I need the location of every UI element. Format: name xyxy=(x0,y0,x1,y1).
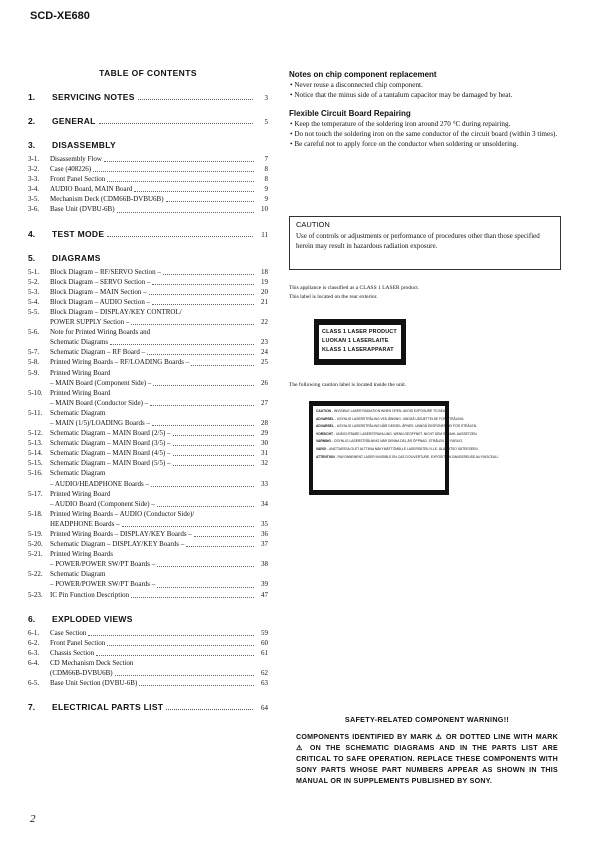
toc-entry-page: 27 xyxy=(261,398,268,407)
caution-label-text: - OSYNLIG LASERSTRÅLNING NÄR DENNA DEL ÄR ÖPPNAD. STRÅLEN ÄR FARLIG. xyxy=(331,439,463,444)
flex-note: • Keep the temperature of the soldering iron around 270 °C during repairing. xyxy=(290,120,511,128)
toc-section-heading xyxy=(28,702,268,712)
caution-label-head: VARO! xyxy=(316,446,327,451)
toc-entry xyxy=(28,579,268,589)
toc-entry-page: 20 xyxy=(261,287,268,296)
toc-entry-number: 5-8. xyxy=(28,358,40,367)
toc-entry-page: 26 xyxy=(261,378,268,387)
toc-section-number: 3. xyxy=(28,140,36,150)
toc-entry xyxy=(28,678,268,688)
toc-entry xyxy=(28,204,268,214)
toc-entry-number: 5-23. xyxy=(28,590,43,599)
toc-entry xyxy=(28,569,268,579)
caution-label-head: ADVARSEL xyxy=(316,424,334,429)
toc-entry-page: 23 xyxy=(261,338,268,347)
toc-entry xyxy=(28,468,268,478)
toc-entry-number: 5-10. xyxy=(28,388,43,397)
notes-column xyxy=(289,70,563,149)
toc-entry xyxy=(28,428,268,438)
toc-entry-label: Printed Wiring Board xyxy=(50,489,111,498)
toc-entry xyxy=(28,357,268,367)
toc-entry-label: Note for Printed Wiring Boards and xyxy=(50,328,151,337)
toc-section-label: EXPLODED VIEWS xyxy=(52,613,133,624)
caution-label-line xyxy=(316,423,478,431)
toc-entry xyxy=(28,347,268,357)
toc-entry xyxy=(28,489,268,499)
caution-label-text: - AVATTAESSA OLET ALTTIINA NÄKYMÄTTÖMÄLLE LASERSÄTEILYLLE. ÄLÄ KATSO SÄTEESEEN. xyxy=(327,446,479,451)
toc-entry-number: 5-19. xyxy=(28,530,43,538)
toc-entry-label: Printed Wiring Board xyxy=(50,368,111,377)
caution-label-text: - UNSICHTBARE LASERSTRAHLUNG, WENN GEÖFFNET. NICHT DEM STRAHL AUSSETZEN. xyxy=(333,431,478,436)
toc-entry-label: Chassis Section xyxy=(50,648,95,657)
toc-section-number: 7. xyxy=(28,702,36,713)
toc-entry-page: 10 xyxy=(261,205,268,214)
toc-entry xyxy=(28,174,268,184)
toc-entry-label: Base Unit (DVBU-6B) xyxy=(50,205,115,214)
toc-entry-label: – MAIN Board (Conductor Side) – xyxy=(50,398,149,407)
toc-entry-page: 9 xyxy=(264,195,268,204)
toc-entry xyxy=(28,164,268,174)
toc-entry-label: – AUDIO/HEADPHONE Boards – xyxy=(50,479,149,488)
toc-section-page: 3 xyxy=(264,94,268,102)
toc-entry-page: 18 xyxy=(261,267,268,276)
toc-entry-label: – MAIN Board (Component Side) – xyxy=(50,378,152,387)
toc-entry-number: 5-1. xyxy=(28,267,40,276)
caution-label-line xyxy=(316,416,465,424)
toc-entry-page: 8 xyxy=(264,165,268,174)
toc-entry-number: 5-6. xyxy=(28,328,40,337)
toc-entry-number: 3-3. xyxy=(28,175,40,184)
toc-entry-page: 33 xyxy=(261,479,268,488)
toc-entry xyxy=(28,408,268,418)
toc-section-heading xyxy=(28,253,268,263)
laser-class-note xyxy=(289,284,489,302)
toc-entry-label: Block Diagram – AUDIO Section – xyxy=(50,297,151,306)
toc-entry-page: 7 xyxy=(264,155,268,163)
toc-entry xyxy=(28,368,268,378)
toc-entry-number: 3-1. xyxy=(28,155,40,163)
toc-entry-number: 5-17. xyxy=(28,489,43,498)
toc-entry-number: 6-1. xyxy=(28,628,40,637)
toc-entry-page: 35 xyxy=(261,519,268,528)
toc-section-label: TEST MODE xyxy=(52,228,105,239)
toc-entry-number: 5-7. xyxy=(28,348,40,357)
toc-entry-label: Schematic Diagram – RF Board – xyxy=(50,348,146,357)
toc-entry-page: 22 xyxy=(261,318,268,327)
toc-entry-number: 5-5. xyxy=(28,307,40,316)
toc-entry-number: 5-4. xyxy=(28,297,40,306)
toc-entry-number: 5-11. xyxy=(28,408,43,417)
toc-section-label: DISASSEMBLY xyxy=(52,140,116,150)
toc-entry xyxy=(28,327,268,337)
toc-entry-label: Block Diagram – DISPLAY/KEY CONTROL/ xyxy=(50,307,182,316)
toc-entry-label: Front Panel Section xyxy=(50,175,106,184)
toc-entry-label: Schematic Diagram – MAIN Board (5/5) – xyxy=(50,459,171,468)
toc-entry-page: 63 xyxy=(261,679,268,688)
toc-entry xyxy=(28,194,268,204)
toc-entry xyxy=(28,509,268,519)
toc-entry-label: – MAIN (1/5)/LOADING Boards – xyxy=(50,418,150,427)
toc-entry-number: 3-4. xyxy=(28,185,40,194)
toc-section-label: GENERAL xyxy=(52,116,96,126)
caution-label-line xyxy=(316,446,479,454)
toc-entry xyxy=(28,549,268,559)
toc-entry-number: 3-6. xyxy=(28,205,40,214)
toc-entry-page: 62 xyxy=(261,669,268,678)
toc-entry xyxy=(28,529,268,539)
laser-label-line: KLASS 1 LASERAPPARAT xyxy=(322,347,394,353)
toc-entry xyxy=(28,499,268,509)
toc-entry-page: 9 xyxy=(264,185,268,194)
toc-entry xyxy=(28,297,268,307)
toc-entry-label: (CDM66B-DVBU6B) xyxy=(50,669,113,678)
chip-note: • Never reuse a disconnected chip component. xyxy=(290,81,423,89)
toc-section-page: 11 xyxy=(261,230,268,239)
toc-entry-page: 59 xyxy=(261,628,268,637)
toc-entry-label: Disassembly Flow xyxy=(50,155,102,163)
caution-label-head: VORSICHT xyxy=(316,431,334,436)
toc-entry-number: 5-13. xyxy=(28,439,43,448)
toc-entry-label: Schematic Diagram xyxy=(50,469,106,478)
table-of-contents xyxy=(28,68,268,712)
safety-text: COMPONENTS IDENTIFIED BY MARK ⚠ OR DOTTED LINE WITH MARK ⚠ ON THE SCHEMATIC DIAGRAMS AND IN THE PARTS LIST ARE CRITICAL TO SAFE OPERATION. REPLACE THESE COMPONENTS WITH SONY PARTS WHOSE PART NUMBERS APPEAR AS SHOWN IN THIS MANUAL OR IN SUPPLEMENTS PUBLISHED BY SONY. xyxy=(296,733,558,785)
chip-notes-title: Notes on chip component replacement xyxy=(289,70,437,79)
toc-entry-number: 5-16. xyxy=(28,469,43,478)
caution-label-line xyxy=(316,438,463,446)
toc-entry-label: Block Diagram – SERVO Section – xyxy=(50,277,151,286)
toc-entry-number: 6-5. xyxy=(28,679,40,688)
toc-entry-page: 25 xyxy=(261,358,268,367)
caution-label-text: - INVISIBLE LASER RADIATION WHEN OPEN. AVOID EXPOSURE TO BEAM. xyxy=(331,409,449,413)
toc-entry xyxy=(28,418,268,428)
toc-entry-label: Case (408226) xyxy=(50,165,92,174)
toc-entry-label: Printed Wiring Boards – DISPLAY/KEY Boards – xyxy=(50,530,192,538)
toc-entry xyxy=(28,658,268,668)
toc-section-heading xyxy=(28,92,268,102)
caution-label-head: CAUTION xyxy=(316,409,332,413)
safety-warning xyxy=(296,715,558,787)
toc-section-number: 1. xyxy=(28,92,36,102)
toc-entry-label: Front Panel Section xyxy=(50,638,106,647)
flex-note: • Be careful not to apply force on the conductor when soldering or unsoldering. xyxy=(290,140,519,148)
toc-entry-label: Schematic Diagram – MAIN Board (2/5) – xyxy=(50,429,171,438)
toc-entry-label: Block Diagram – RF/SERVO Section – xyxy=(50,267,161,276)
caution-title: CAUTION xyxy=(296,220,330,229)
toc-section-label: SERVICING NOTES xyxy=(52,92,135,102)
toc-section-number: 5. xyxy=(28,252,36,263)
toc-section-number: 4. xyxy=(28,228,36,239)
toc-entry-page: 36 xyxy=(261,530,268,538)
toc-entry-page: 28 xyxy=(261,418,268,427)
toc-entry-number: 5-14. xyxy=(28,449,43,458)
toc-section-heading xyxy=(28,614,268,624)
toc-entry-label: CD Mechanism Deck Section xyxy=(50,658,134,667)
toc-entry-label: Base Unit Section (DVBU-6B) xyxy=(50,679,138,688)
toc-entry-page: 60 xyxy=(261,638,268,647)
toc-entry-label: HEADPHONE Boards – xyxy=(50,519,120,528)
toc-entry-label: Schematic Diagrams xyxy=(50,338,109,347)
toc-entry xyxy=(28,398,268,408)
toc-entry-label: Schematic Diagram – MAIN Board (4/5) – xyxy=(50,449,171,458)
toc-section-label: DIAGRAMS xyxy=(52,252,101,263)
caution-label-head: VARNING xyxy=(316,439,331,444)
toc-entry-number: 5-9. xyxy=(28,368,40,377)
toc-entry-number: 5-2. xyxy=(28,277,40,286)
caution-label-note: The following caution label is located inside the unit. xyxy=(289,382,407,388)
toc-entry-number: 5-20. xyxy=(28,540,43,549)
toc-section-number: 6. xyxy=(28,613,36,624)
toc-entry xyxy=(28,559,268,569)
toc-section-heading xyxy=(28,140,268,150)
toc-entry-page: 19 xyxy=(261,277,268,286)
laser-class-label xyxy=(314,319,406,365)
toc-entry xyxy=(28,590,268,600)
toc-entry xyxy=(28,438,268,448)
toc-entry xyxy=(28,638,268,648)
safety-title: SAFETY-RELATED COMPONENT WARNING!! xyxy=(344,715,510,724)
toc-title: TABLE OF CONTENTS xyxy=(99,68,197,78)
toc-entry-label: Case Section xyxy=(50,628,87,637)
toc-entry-page: 21 xyxy=(261,297,268,306)
toc-entry xyxy=(28,648,268,658)
toc-entry-number: 6-3. xyxy=(28,648,40,657)
toc-entry xyxy=(28,479,268,489)
toc-entry-page: 47 xyxy=(261,590,268,599)
toc-entry-label: AUDIO Board, MAIN Board xyxy=(50,185,133,194)
chip-note: • Notice that the minus side of a tantalum capacitor may be damaged by heat. xyxy=(290,91,513,99)
toc-section-label: ELECTRICAL PARTS LIST xyxy=(52,702,164,713)
toc-entry-number: 5-12. xyxy=(28,429,43,438)
toc-entry-page: 32 xyxy=(261,459,268,468)
model-title: SCD-XE680 xyxy=(30,10,90,22)
caution-label-head: ATTENTION xyxy=(316,454,335,459)
toc-entry-number: 5-15. xyxy=(28,459,43,468)
flex-note: • Do not touch the soldering iron on the same conductor of the circuit board (within 3 times). xyxy=(290,130,558,138)
toc-entry-number: 3-5. xyxy=(28,195,40,204)
toc-entry-label: Mechanism Deck (CDM66B-DVBU6B) xyxy=(50,195,164,204)
toc-entry-page: 8 xyxy=(264,175,268,184)
toc-entry-page: 29 xyxy=(261,429,268,438)
caution-label-line xyxy=(316,431,478,439)
toc-entry-label: Schematic Diagram xyxy=(50,570,106,579)
toc-entry xyxy=(28,154,268,164)
toc-entry-page: 30 xyxy=(261,439,268,448)
laser-label-line: CLASS 1 LASER PRODUCT xyxy=(322,329,397,335)
laser-class-text: This appliance is classified as a CLASS 1 LASER product. xyxy=(289,285,420,291)
toc-entry xyxy=(28,539,268,549)
page-number: 2 xyxy=(30,813,36,825)
toc-entry-number: 6-4. xyxy=(28,658,40,667)
toc-entry xyxy=(28,388,268,398)
toc-section-number: 2. xyxy=(28,116,36,126)
toc-entry-label: – AUDIO Board (Component Side) – xyxy=(50,499,155,508)
toc-entry-label: Schematic Diagram – MAIN Board (3/5) – xyxy=(50,439,171,448)
toc-entry-page: 37 xyxy=(261,540,268,549)
caution-label-text: - USYNLIG LASERSTRÅLING NÅR DEKSEL ÅPNES. UNNGÅ EKSPONERING FOR STRÅLEN. xyxy=(334,424,478,429)
laser-label-line: LUOKAN 1 LASERLAITE xyxy=(322,338,389,344)
toc-entry-number: 5-3. xyxy=(28,287,40,296)
toc-entry-label: Printed Wiring Board xyxy=(50,388,111,397)
toc-entry-number: 3-2. xyxy=(28,165,40,174)
toc-entry-page: 34 xyxy=(261,499,268,508)
toc-entry-label: POWER SUPPLY Section – xyxy=(50,318,130,327)
toc-entry-label: Schematic Diagram – DISPLAY/KEY Boards – xyxy=(50,540,185,549)
toc-section-heading xyxy=(28,229,268,239)
toc-entry xyxy=(28,307,268,317)
caution-text: Use of controls or adjustments or performance of procedures other than those specified herein may result in hazardous radiation exposure. xyxy=(296,232,540,250)
laser-location-text: This label is located on the rear exterior. xyxy=(289,294,378,300)
toc-entry-page: 24 xyxy=(261,348,268,357)
caution-label-text: - USYNLIG LASERSTRÅLING VED ÅBNING. UNDGÅ UDSÆTTELSE FOR STRÅLING. xyxy=(334,416,465,421)
caution-box xyxy=(289,216,561,270)
caution-label-text: - RAYONNEMENT LASER INVISIBLE EN CAS D'OUVERTURE. EXPOSITION DANGEREUSE AU FAISCEAU. xyxy=(335,454,499,459)
toc-entry-label: – POWER/POWER SW/PT Boards – xyxy=(50,560,156,569)
caution-warning-label xyxy=(309,401,499,495)
toc-body xyxy=(28,92,268,712)
toc-entry-label: Block Diagram – MAIN Section – xyxy=(50,287,147,296)
flex-notes-title: Flexible Circuit Board Repairing xyxy=(289,109,411,118)
toc-entry xyxy=(28,267,268,277)
toc-entry xyxy=(28,317,268,327)
caution-label-line xyxy=(316,454,499,462)
toc-entry xyxy=(28,458,268,468)
toc-entry xyxy=(28,668,268,678)
toc-entry xyxy=(28,337,268,347)
toc-entry-label: IC Pin Function Description xyxy=(50,590,130,599)
toc-entry xyxy=(28,448,268,458)
toc-entry xyxy=(28,519,268,529)
toc-section-page: 5 xyxy=(264,118,268,126)
toc-entry xyxy=(28,287,268,297)
toc-entry-label: Schematic Diagram xyxy=(50,408,106,417)
caution-label-head: ADVARSEL xyxy=(316,416,334,421)
toc-entry-page: 31 xyxy=(261,449,268,458)
toc-entry xyxy=(28,277,268,287)
toc-entry-label: Printed Wiring Boards – RF/LOADING Boards – xyxy=(50,358,190,367)
toc-entry xyxy=(28,378,268,388)
toc-entry-number: 5-18. xyxy=(28,509,43,518)
toc-entry xyxy=(28,184,268,194)
toc-entry-label: Printed Wiring Boards xyxy=(50,550,113,559)
toc-entry-page: 61 xyxy=(261,648,268,657)
toc-entry-number: 5-22. xyxy=(28,570,43,579)
toc-section-heading xyxy=(28,116,268,126)
toc-entry-page: 39 xyxy=(261,580,268,589)
toc-entry-page: 38 xyxy=(261,560,268,569)
toc-entry-label: Printed Wiring Boards – AUDIO (Conductor Side)/ xyxy=(50,509,195,518)
toc-entry xyxy=(28,628,268,638)
toc-section-page: 64 xyxy=(261,704,268,713)
toc-entry-label: – POWER/POWER SW/PT Boards – xyxy=(50,580,156,589)
caution-label-line xyxy=(316,408,449,416)
toc-entry-number: 5-21. xyxy=(28,550,43,559)
toc-entry-number: 6-2. xyxy=(28,638,40,647)
